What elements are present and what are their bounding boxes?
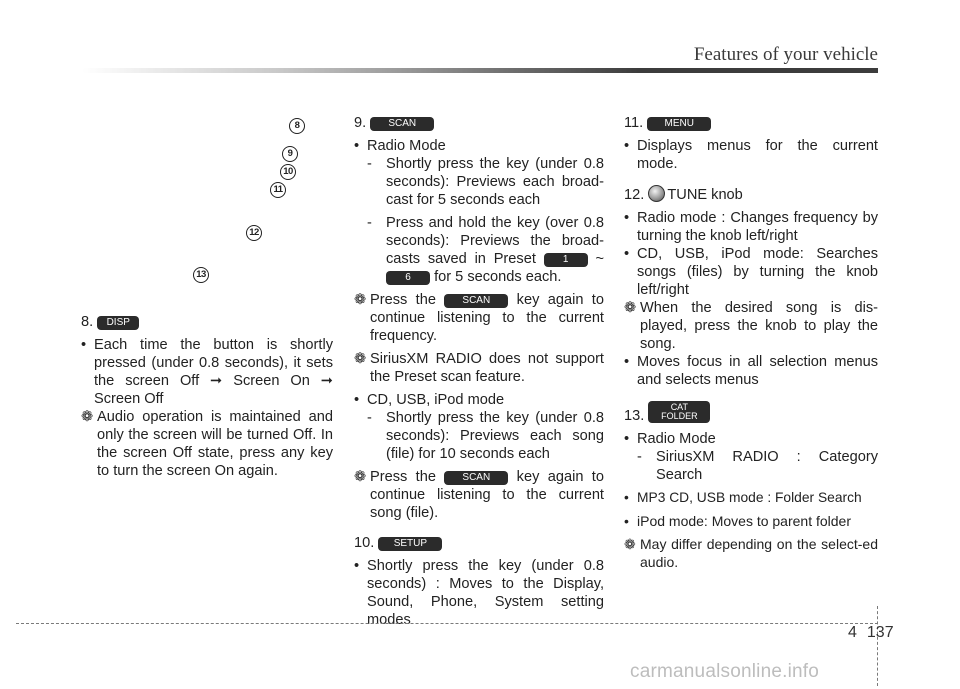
callout-13: 13 <box>193 267 209 283</box>
list-item-text: Radio Mode <box>637 431 716 447</box>
cat-folder-button <box>648 401 710 423</box>
list-item-text: MP3 CD, USB mode : Folder Search <box>637 490 862 505</box>
bullet-icon: • <box>624 490 629 505</box>
list-item <box>624 430 878 448</box>
list-item <box>624 245 878 299</box>
note-text: May differ depending on the select-ed audio. <box>640 536 878 570</box>
item-number: 9. <box>354 115 367 131</box>
bullet-icon: • <box>81 337 87 353</box>
item-number: 12. <box>624 187 645 203</box>
list-item <box>624 137 878 173</box>
bullet-icon: • <box>624 431 630 447</box>
sub-item-text: Shortly press the key (under 0.8 seconds): Previews each broad-cast for 5 seconds each <box>386 156 604 208</box>
scan-button: SCAN <box>370 117 434 131</box>
list-item <box>354 391 604 409</box>
note-icon: ❁ <box>624 300 637 316</box>
note-icon: ❁ <box>81 409 94 425</box>
list-item <box>624 489 878 507</box>
sub-item-text: SiriusXM RADIO : Category Search <box>656 449 878 483</box>
setup-button: SETUP <box>378 537 442 551</box>
control-panel-figure <box>84 104 334 304</box>
note-item <box>354 291 604 345</box>
bullet-icon: • <box>354 138 360 154</box>
tune-knob-icon <box>648 185 665 202</box>
column-left <box>81 313 333 480</box>
note-icon: ❁ <box>354 469 367 485</box>
sub-item-text: Press and hold the key (over 0.8 seconds): Previews the broad-casts saved in Preset 1 ~ 6 for 5 seconds each. <box>386 215 604 285</box>
column-right <box>624 114 878 571</box>
item-number: 10. <box>354 535 375 551</box>
list-item <box>354 557 604 629</box>
item-number: 11. <box>624 115 644 131</box>
folder-label: FOLDER <box>661 411 698 421</box>
item-9-heading <box>354 114 604 132</box>
list-item-text: CD, USB, iPod mode: Searches songs (files) by turning the knob left/right <box>637 246 878 298</box>
bullet-icon: • <box>624 354 630 370</box>
bullet-icon: • <box>624 513 629 529</box>
note-icon: ❁ <box>354 292 367 308</box>
item-11-heading <box>624 114 878 132</box>
note-item <box>624 535 878 571</box>
sub-item-text: Shortly press the key (under 0.8 seconds): Previews each song (file) for 10 seconds each <box>386 410 604 462</box>
note-text: SiriusXM RADIO does not support the Preset scan feature. <box>370 351 604 385</box>
sub-item <box>354 214 604 286</box>
dash-marker: - <box>367 410 372 426</box>
page-header-title: Features of your vehicle <box>693 44 878 65</box>
bullet-icon: • <box>624 138 630 154</box>
bullet-icon: • <box>354 392 360 408</box>
bullet-icon: • <box>354 558 360 574</box>
scan-button: SCAN <box>444 471 508 485</box>
dash-marker: - <box>367 156 372 172</box>
preset-1-button: 1 <box>544 253 588 267</box>
note-item <box>354 350 604 386</box>
list-item-text: Radio mode : Changes frequency by turning the knob left/right <box>637 210 878 244</box>
note-text: Audio operation is maintained and only the screen will be turned Off. In the screen Off state, press any key to turn the screen On again. <box>97 409 333 479</box>
page-number-separator <box>877 606 878 686</box>
callout-11: 11 <box>270 182 286 198</box>
sub-item <box>354 409 604 463</box>
item-number: 13. <box>624 408 645 424</box>
note-item <box>354 468 604 522</box>
disp-button: DISP <box>97 316 139 330</box>
list-item <box>624 209 878 245</box>
note-text: When the desired song is dis-played, press the knob to play the song. <box>640 300 878 352</box>
list-item <box>354 137 604 155</box>
preset-6-button: 6 <box>386 271 430 285</box>
page-number <box>848 624 894 642</box>
item-12-heading <box>624 185 878 204</box>
scan-button: SCAN <box>444 294 508 308</box>
dash-marker: - <box>637 449 642 465</box>
note-icon: ❁ <box>354 351 367 367</box>
callout-10: 10 <box>280 164 296 180</box>
note-text: Press the SCAN key again to continue listening to the current song (file). <box>370 469 604 521</box>
bullet-icon: • <box>624 246 630 262</box>
dash-marker: - <box>367 215 372 231</box>
column-middle <box>354 114 604 629</box>
callout-9: 9 <box>282 146 298 162</box>
callout-12: 12 <box>246 225 262 241</box>
cat-label: CAT <box>670 402 689 412</box>
page-index: 137 <box>866 624 894 641</box>
item-13-heading <box>624 401 878 425</box>
note-item <box>81 408 333 480</box>
watermark: carmanualsonline.info <box>630 661 820 682</box>
item-number: 8. <box>81 314 94 330</box>
list-item-text: Displays menus for the current mode. <box>637 138 878 172</box>
list-item <box>81 336 333 408</box>
list-item <box>624 353 878 389</box>
item-8-heading <box>81 313 333 331</box>
list-item-text: iPod mode: Moves to parent folder <box>637 513 852 529</box>
list-item-text: Shortly press the key (under 0.8 seconds) : Moves to the Display, Sound, Phone, System setting modes <box>367 558 604 628</box>
sub-item <box>624 448 878 484</box>
list-item-text: Moves focus in all selection menus and selects menus <box>637 354 878 388</box>
header-rule <box>82 68 878 73</box>
item-10-heading <box>354 534 604 552</box>
callout-8: 8 <box>289 118 305 134</box>
sub-item <box>354 155 604 209</box>
footer-rule <box>16 623 878 624</box>
note-icon: ❁ <box>624 536 636 552</box>
bullet-icon: • <box>624 210 630 226</box>
list-item-text: CD, USB, iPod mode <box>367 392 505 408</box>
list-item <box>624 512 878 530</box>
menu-button: MENU <box>647 117 711 131</box>
list-item-text: Each time the button is shortly pressed (under 0.8 seconds), it sets the screen Off ➞ Screen On ➞ Screen Off <box>94 337 333 407</box>
list-item-text: Radio Mode <box>367 138 446 154</box>
note-item <box>624 299 878 353</box>
tune-knob-label: TUNE knob <box>667 187 743 203</box>
chapter-number: 4 <box>848 624 857 641</box>
note-text: Press the SCAN key again to continue listening to the current frequency. <box>370 292 604 344</box>
